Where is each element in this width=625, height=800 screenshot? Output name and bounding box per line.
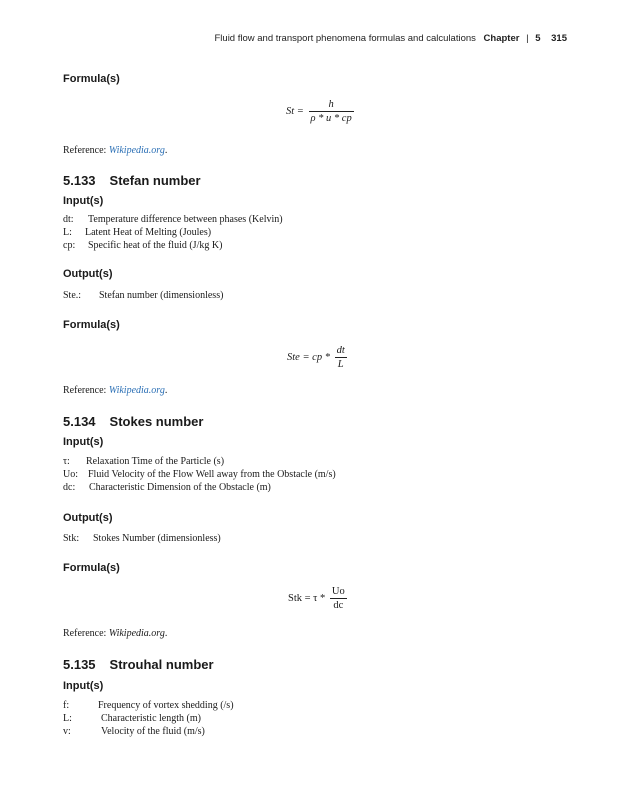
param-desc: Characteristic length (m)	[101, 713, 201, 724]
param-desc: Characteristic Dimension of the Obstacle (m)	[89, 482, 271, 493]
formula-lhs: Ste = cp *	[287, 351, 330, 363]
section-number: 5.134	[63, 414, 96, 429]
numerator: dt	[336, 345, 345, 356]
reference-top	[63, 145, 167, 156]
reference-period: .	[164, 385, 168, 396]
section-title: Stefan number	[109, 173, 201, 188]
reference-link[interactable]: Wikipedia.org	[108, 628, 165, 639]
reference-link[interactable]: Wikipedia.org	[108, 385, 165, 396]
formula-lhs: Stk = τ *	[288, 592, 326, 604]
reference-label: Reference:	[63, 628, 107, 639]
fraction	[335, 345, 347, 370]
list-item	[63, 482, 271, 493]
formula-stanton	[286, 99, 354, 124]
formula-heading: Formula(s)	[63, 562, 120, 574]
param-key: Uo:	[63, 469, 78, 480]
input-heading: Input(s)	[63, 195, 104, 207]
param-desc: Stokes Number (dimensionless)	[93, 533, 221, 544]
numerator: h	[328, 99, 334, 110]
list-item	[63, 227, 211, 238]
param-key: cp:	[63, 240, 76, 251]
list-item	[63, 469, 336, 480]
formula-stokes	[288, 586, 347, 611]
param-desc: Velocity of the fluid (m/s)	[101, 726, 205, 737]
fraction	[309, 99, 354, 124]
list-item	[63, 713, 201, 724]
reference-label: Reference:	[63, 385, 107, 396]
param-desc: Stefan number (dimensionless)	[99, 290, 224, 301]
formula-lhs: St =	[286, 105, 304, 117]
section-title: Stokes number	[109, 414, 204, 429]
output-heading: Output(s)	[63, 268, 113, 280]
param-desc: Frequency of vortex shedding (/s)	[98, 700, 234, 711]
list-item	[63, 726, 205, 737]
list-item	[63, 456, 224, 467]
list-item	[63, 533, 221, 544]
formula-stefan	[287, 345, 347, 370]
param-key: τ:	[63, 456, 70, 467]
output-heading: Output(s)	[63, 512, 113, 524]
param-desc: Temperature difference between phases (Kelvin)	[88, 214, 283, 225]
input-heading: Input(s)	[63, 436, 104, 448]
list-item	[63, 700, 234, 711]
input-heading: Input(s)	[63, 680, 104, 692]
param-key: L:	[63, 713, 72, 724]
param-desc: Relaxation Time of the Particle (s)	[86, 456, 225, 467]
denominator: dc	[333, 600, 344, 611]
section-number: 5.133	[63, 173, 96, 188]
formula-heading-top: Formula(s)	[63, 73, 120, 85]
section-title: Strouhal number	[109, 657, 214, 672]
section-heading-5-133	[63, 173, 201, 188]
param-desc: Specific heat of the fluid (J/kg K)	[88, 240, 223, 251]
fraction	[330, 586, 347, 611]
formula-heading: Formula(s)	[63, 319, 120, 331]
reference-label: Reference:	[63, 145, 107, 156]
reference-period: .	[164, 628, 168, 639]
list-item	[63, 214, 283, 225]
running-title: Fluid flow and transport phenomena formulas and calculations	[214, 33, 476, 44]
param-key: f:	[63, 700, 70, 711]
numerator: Uo	[331, 586, 345, 597]
chapter-label: Chapter	[483, 33, 520, 44]
chapter-number: 5	[535, 33, 541, 44]
param-key: L:	[63, 227, 72, 238]
param-key: Stk:	[63, 533, 80, 544]
denominator: L	[337, 359, 344, 370]
list-item	[63, 240, 222, 251]
denominator: ρ * u * cp	[310, 113, 352, 124]
reference-period: .	[164, 145, 168, 156]
header-separator: |	[526, 33, 529, 44]
section-heading-5-134	[63, 414, 203, 429]
param-desc: Latent Heat of Melting (Joules)	[85, 227, 212, 238]
param-key: dt:	[63, 214, 74, 225]
reference	[63, 385, 167, 396]
section-heading-5-135	[63, 657, 214, 672]
section-number: 5.135	[63, 657, 96, 672]
page-number: 315	[551, 33, 567, 44]
reference-link[interactable]: Wikipedia.org	[108, 145, 165, 156]
reference	[63, 628, 167, 639]
param-key: Ste.:	[63, 290, 82, 301]
running-header	[215, 33, 568, 44]
list-item	[63, 290, 223, 301]
param-key: v:	[63, 726, 71, 737]
param-key: dc:	[63, 482, 76, 493]
param-desc: Fluid Velocity of the Flow Well away from the Obstacle (m/s)	[88, 469, 336, 480]
